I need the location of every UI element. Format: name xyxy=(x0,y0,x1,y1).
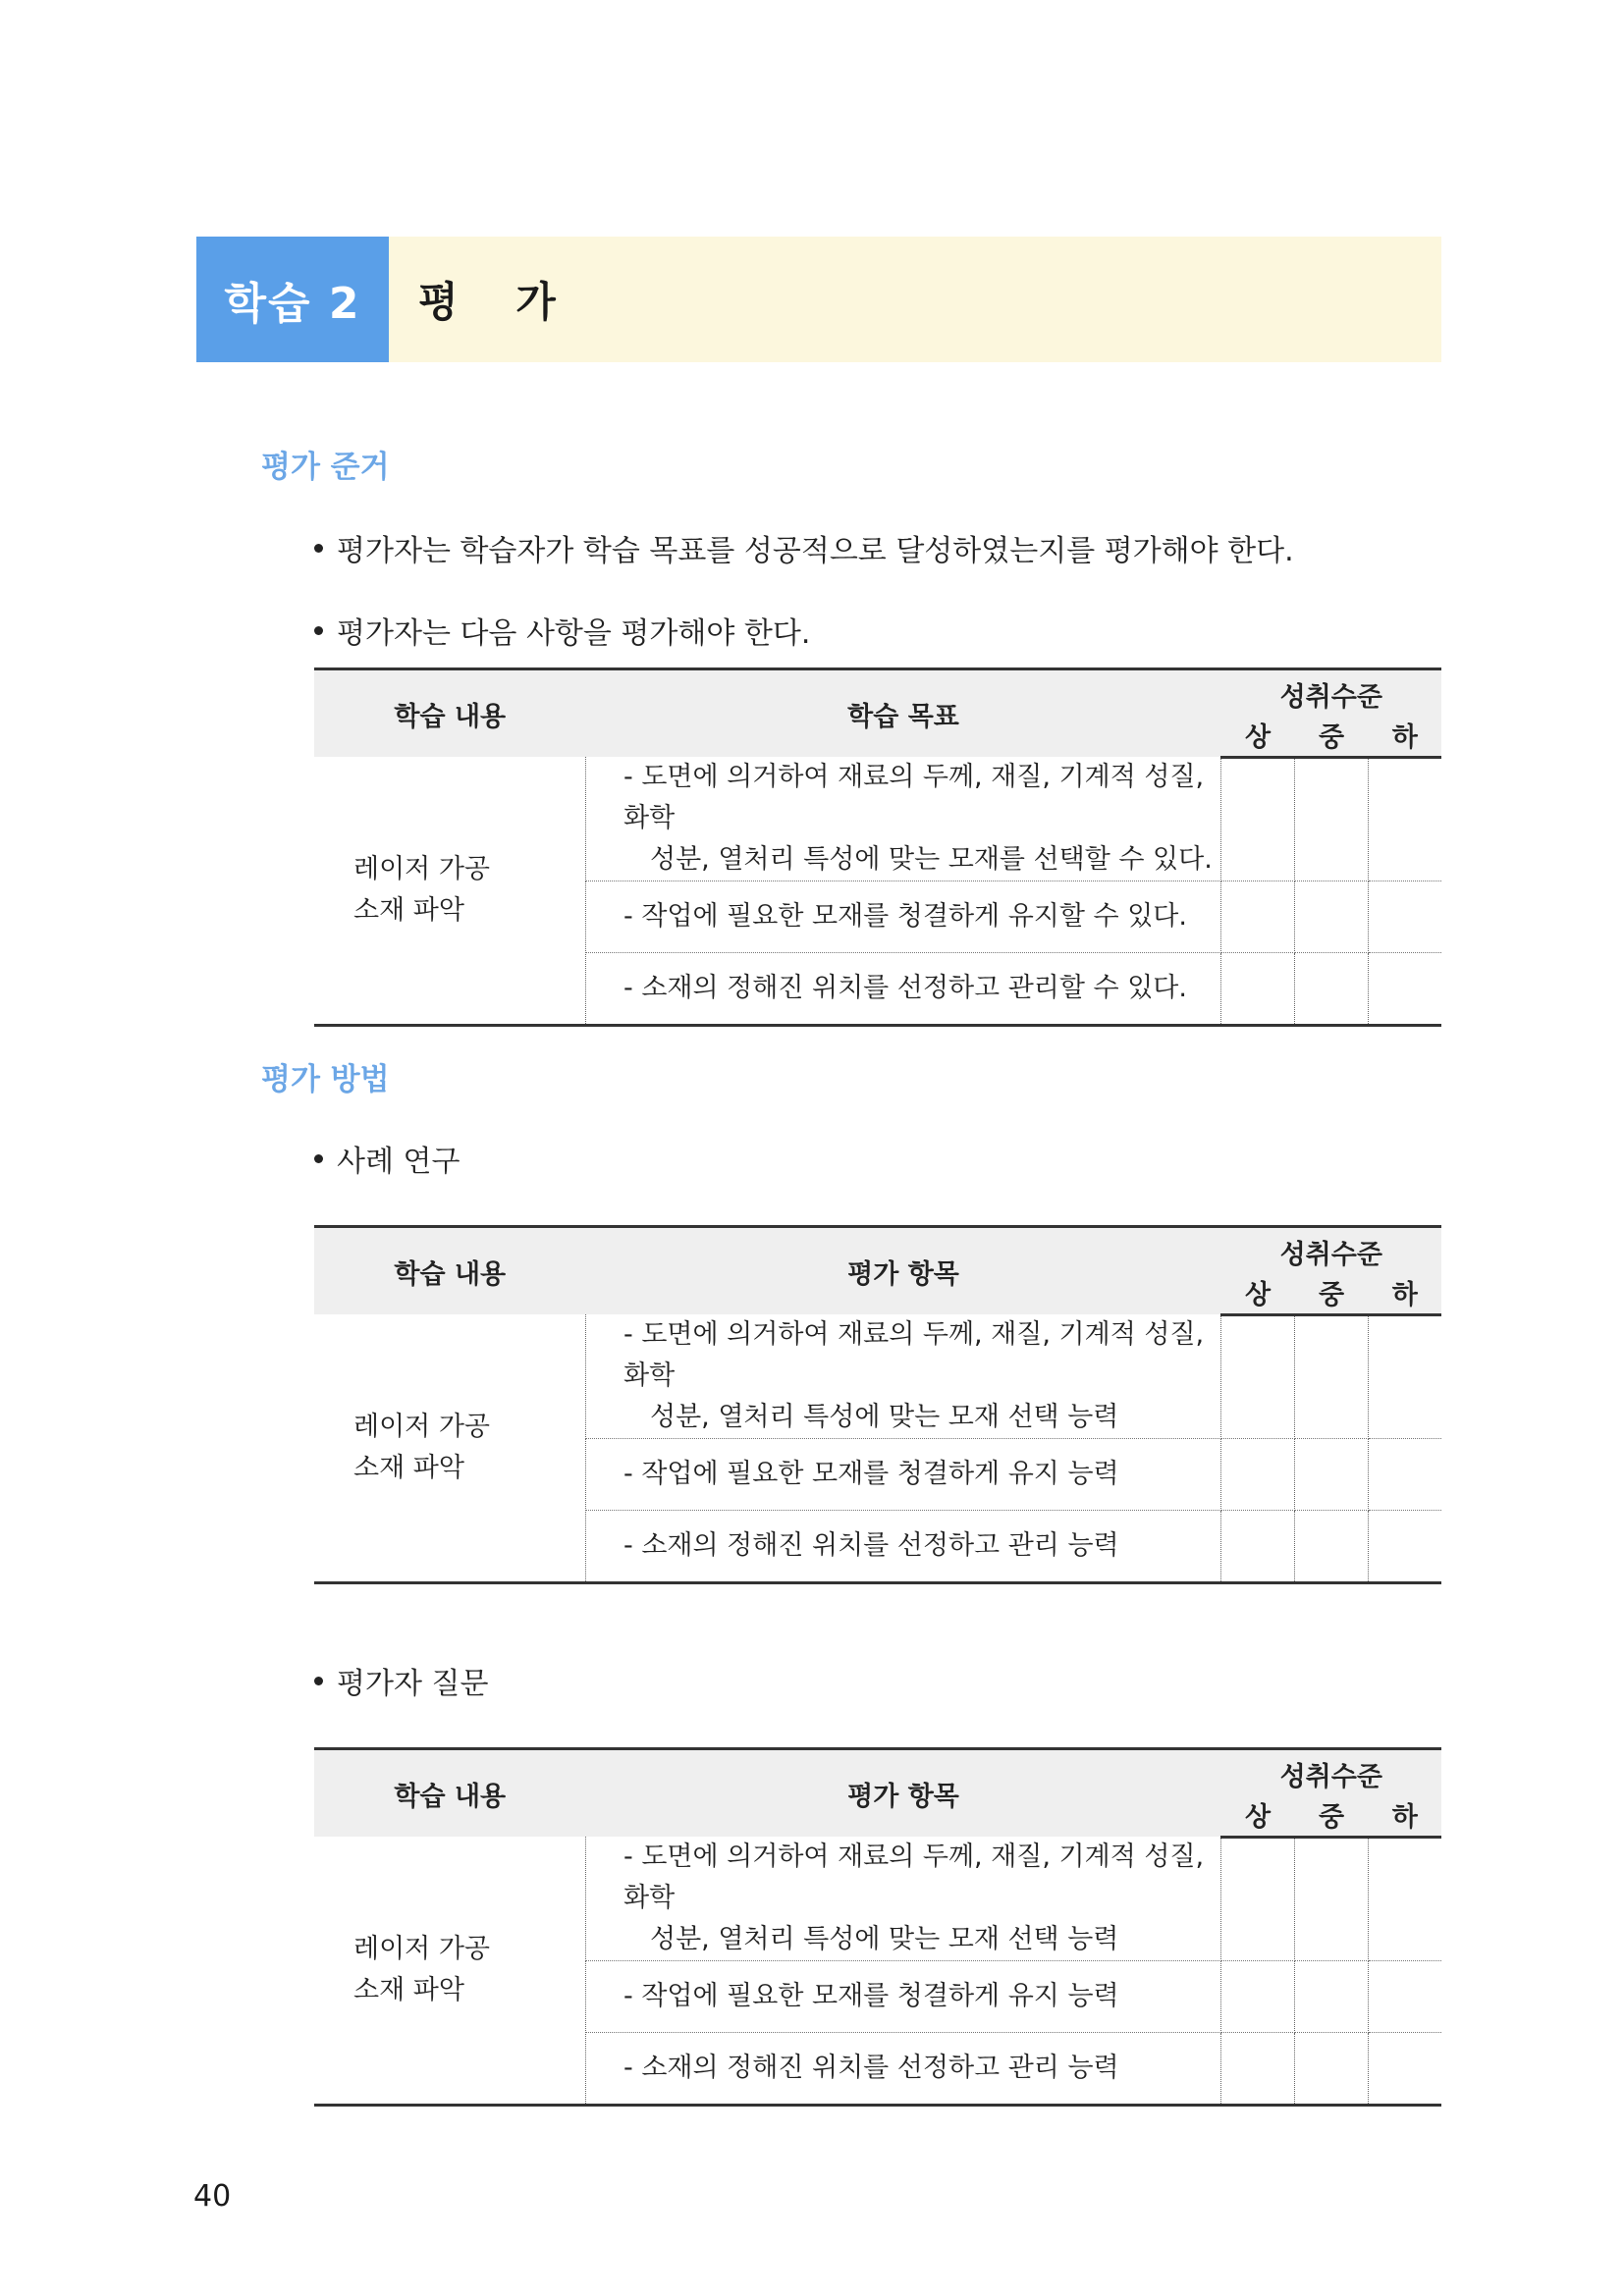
table-row xyxy=(314,1314,1441,1439)
bullet-item-1 xyxy=(314,526,1294,569)
learning-number-label: 학습 2 xyxy=(196,237,389,362)
item-text: - 소재의 정해진 위치를 선정하고 관리 능력 xyxy=(623,2053,1119,2083)
item-cell xyxy=(586,1439,1221,1511)
header-level: 성취수준 xyxy=(1221,1749,1442,1794)
goal-text: - 소재의 정해진 위치를 선정하고 관리할 수 있다. xyxy=(623,973,1187,1003)
page-title: 평 가 xyxy=(418,278,577,326)
bullet-item-3 xyxy=(314,1137,460,1180)
level-low-cell[interactable] xyxy=(1369,1314,1442,1439)
level-mid-cell[interactable] xyxy=(1295,2033,1369,2106)
bullet-dot-icon xyxy=(314,544,323,553)
evaluation-table-questions xyxy=(314,1747,1441,2107)
level-high-cell[interactable] xyxy=(1221,881,1295,953)
learning-content-cell xyxy=(314,1314,586,1583)
level-mid-cell[interactable] xyxy=(1295,1314,1369,1439)
level-high-cell[interactable] xyxy=(1221,1511,1295,1583)
item-text-continued: 성분, 열처리 특성에 맞는 모재 선택 능력 xyxy=(650,1924,1119,1954)
level-low-cell[interactable] xyxy=(1369,1961,1442,2033)
page-number: 40 xyxy=(193,2179,232,2214)
header-title-box xyxy=(389,237,1441,362)
level-mid-cell[interactable] xyxy=(1295,881,1369,953)
goal-text: - 작업에 필요한 모재를 청결하게 유지할 수 있다. xyxy=(623,901,1187,932)
level-low: 하 xyxy=(1369,1793,1442,1837)
header-item: 평가 항목 xyxy=(586,1227,1221,1315)
header-content: 학습 내용 xyxy=(314,1749,586,1838)
level-mid-cell[interactable] xyxy=(1295,757,1369,881)
header-item: 평가 항목 xyxy=(586,1749,1221,1838)
level-mid: 중 xyxy=(1295,1271,1369,1314)
bullet-item-4 xyxy=(314,1659,488,1702)
item-cell xyxy=(586,1837,1221,1961)
item-text: - 작업에 필요한 모재를 청결하게 유지 능력 xyxy=(623,1981,1119,2011)
level-low: 하 xyxy=(1369,714,1442,757)
bullet-text: 평가자 질문 xyxy=(337,1667,489,1701)
level-high: 상 xyxy=(1221,714,1295,757)
level-low-cell[interactable] xyxy=(1369,881,1442,953)
content-line: 레이저 가공 xyxy=(353,1412,490,1442)
content-line: 레이저 가공 xyxy=(353,854,490,884)
item-cell xyxy=(586,1511,1221,1583)
level-high-cell[interactable] xyxy=(1221,757,1295,881)
bullet-dot-icon xyxy=(314,626,323,635)
level-high-cell[interactable] xyxy=(1221,1837,1295,1961)
content-line: 소재 파악 xyxy=(353,895,464,926)
level-mid-cell[interactable] xyxy=(1295,1439,1369,1511)
level-mid: 중 xyxy=(1295,714,1369,757)
item-text: - 작업에 필요한 모재를 청결하게 유지 능력 xyxy=(623,1459,1119,1489)
header-level: 성취수준 xyxy=(1221,669,1442,715)
goal-cell xyxy=(586,953,1221,1026)
header-goal: 학습 목표 xyxy=(586,669,1221,758)
item-text-continued: 성분, 열처리 특성에 맞는 모재 선택 능력 xyxy=(650,1402,1119,1432)
goal-cell xyxy=(586,881,1221,953)
bullet-text: 평가자는 학습자가 학습 목표를 성공적으로 달성하였는지를 평가해야 한다. xyxy=(337,534,1294,568)
item-text: - 소재의 정해진 위치를 선정하고 관리 능력 xyxy=(623,1530,1119,1561)
goal-text-continued: 성분, 열처리 특성에 맞는 모재를 선택할 수 있다. xyxy=(650,844,1213,875)
item-cell xyxy=(586,1314,1221,1439)
level-high-cell[interactable] xyxy=(1221,1314,1295,1439)
level-low-cell[interactable] xyxy=(1369,2033,1442,2106)
goal-cell xyxy=(586,757,1221,881)
learning-header xyxy=(196,237,1441,362)
learning-content-cell xyxy=(314,1837,586,2106)
content-line: 소재 파악 xyxy=(353,1975,464,2005)
bullet-item-2 xyxy=(314,609,810,652)
level-low: 하 xyxy=(1369,1271,1442,1314)
header-content: 학습 내용 xyxy=(314,1227,586,1315)
goal-text: - 도면에 의거하여 재료의 두께, 재질, 기계적 성질, 화학 xyxy=(623,762,1205,833)
header-level: 성취수준 xyxy=(1221,1227,1442,1272)
item-cell xyxy=(586,1961,1221,2033)
bullet-dot-icon xyxy=(314,1154,323,1163)
bullet-text: 평가자는 다음 사항을 평가해야 한다. xyxy=(337,616,811,651)
level-low-cell[interactable] xyxy=(1369,1837,1442,1961)
content-line: 레이저 가공 xyxy=(353,1934,490,1964)
item-cell xyxy=(586,2033,1221,2106)
level-high: 상 xyxy=(1221,1793,1295,1837)
header-content: 학습 내용 xyxy=(314,669,586,758)
content-line: 소재 파악 xyxy=(353,1453,464,1483)
level-mid: 중 xyxy=(1295,1793,1369,1837)
level-mid-cell[interactable] xyxy=(1295,1961,1369,2033)
level-low-cell[interactable] xyxy=(1369,757,1442,881)
level-high-cell[interactable] xyxy=(1221,1961,1295,2033)
level-low-cell[interactable] xyxy=(1369,1511,1442,1583)
level-high: 상 xyxy=(1221,1271,1295,1314)
evaluation-table-criteria xyxy=(314,667,1441,1027)
table-row xyxy=(314,757,1441,881)
learning-content-cell xyxy=(314,757,586,1026)
level-high-cell[interactable] xyxy=(1221,1439,1295,1511)
evaluation-table-case-study xyxy=(314,1225,1441,1584)
item-text: - 도면에 의거하여 재료의 두께, 재질, 기계적 성질, 화학 xyxy=(623,1319,1205,1391)
section-title-method: 평가 방법 xyxy=(261,1062,390,1097)
level-mid-cell[interactable] xyxy=(1295,1837,1369,1961)
bullet-dot-icon xyxy=(314,1677,323,1685)
level-mid-cell[interactable] xyxy=(1295,1511,1369,1583)
level-high-cell[interactable] xyxy=(1221,953,1295,1026)
level-high-cell[interactable] xyxy=(1221,2033,1295,2106)
item-text: - 도면에 의거하여 재료의 두께, 재질, 기계적 성질, 화학 xyxy=(623,1842,1205,1913)
bullet-text: 사례 연구 xyxy=(337,1145,460,1179)
section-title-criteria: 평가 준거 xyxy=(261,450,390,485)
level-low-cell[interactable] xyxy=(1369,1439,1442,1511)
level-mid-cell[interactable] xyxy=(1295,953,1369,1026)
table-row xyxy=(314,1837,1441,1961)
level-low-cell[interactable] xyxy=(1369,953,1442,1026)
